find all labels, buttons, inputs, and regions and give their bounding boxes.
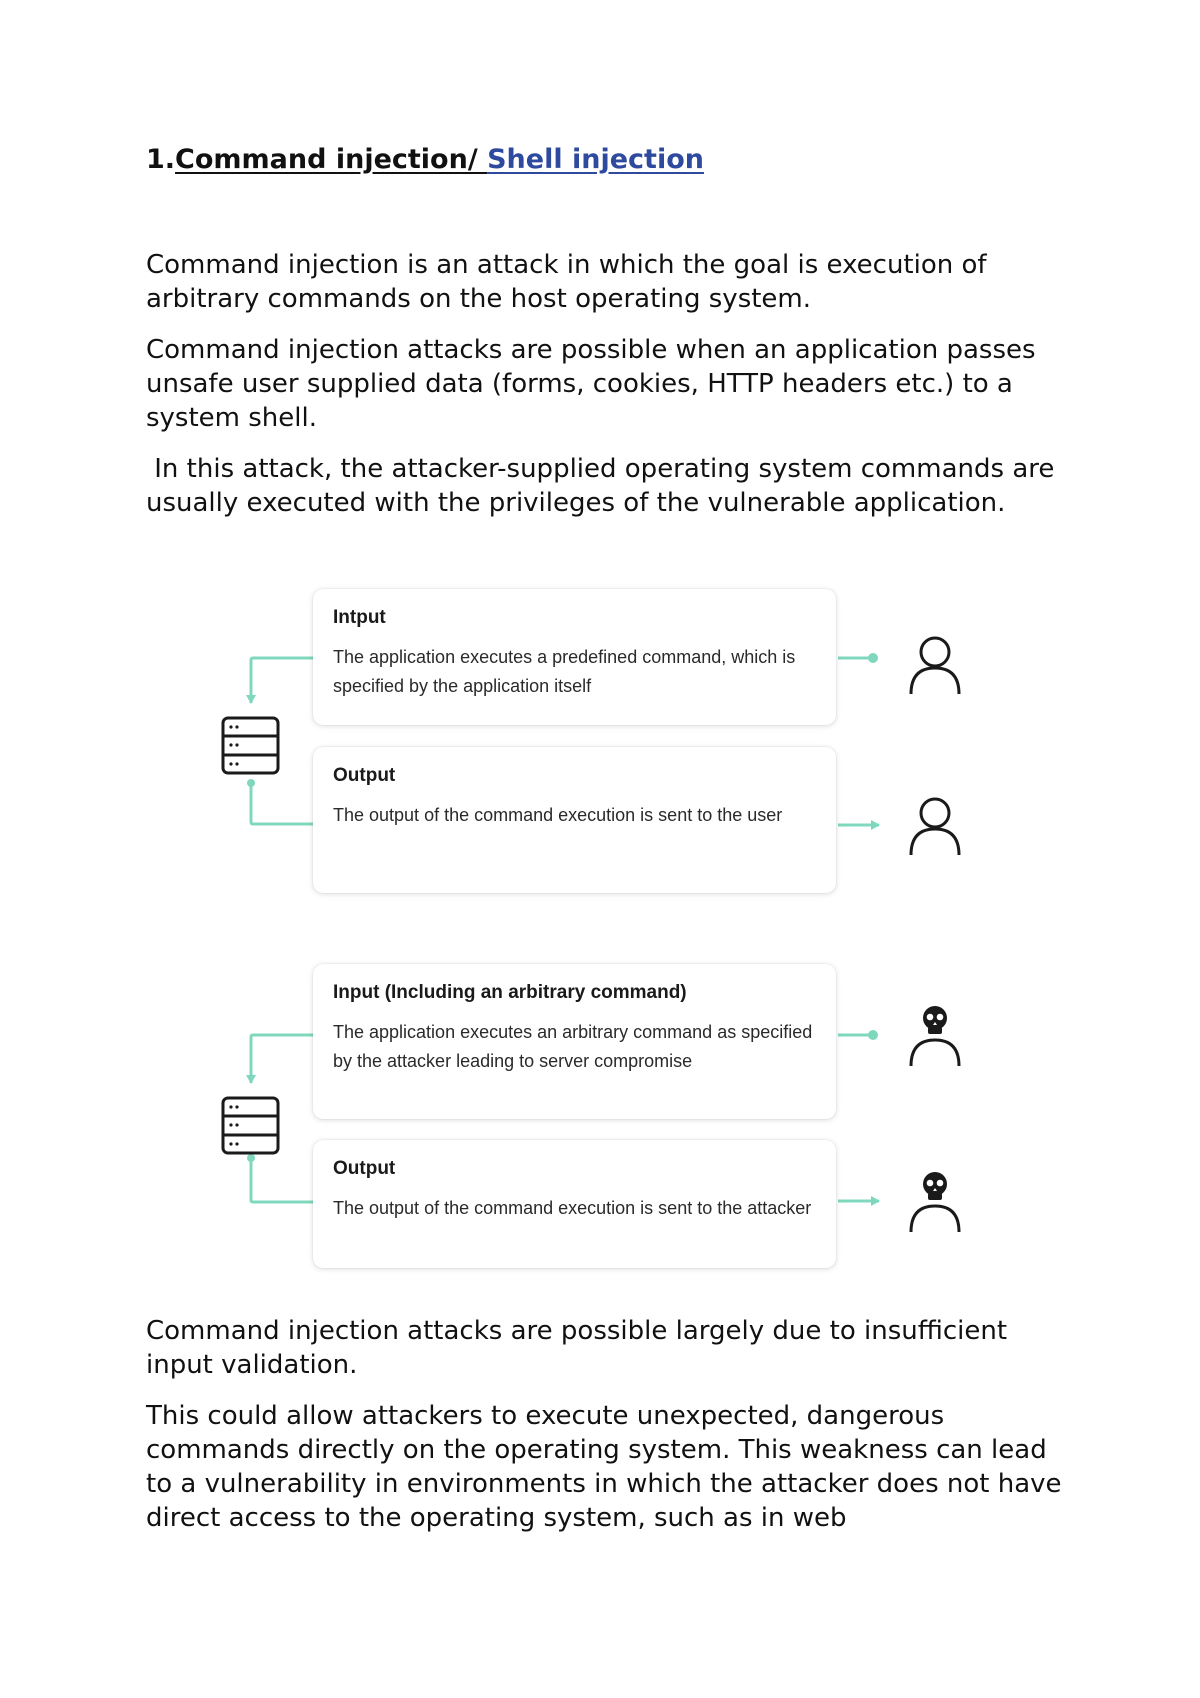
paragraph-privileges: In this attack, the attacker-supplied operating system commands are usually executed with the privileges of the vulnerable application. <box>146 454 1063 518</box>
attack-input-to-attacker-dot <box>868 1030 878 1040</box>
attack-output-connector-dot <box>247 1154 255 1162</box>
input-connector-arrow <box>251 658 313 703</box>
server-icon <box>223 1098 278 1153</box>
output-connector-line <box>251 783 313 824</box>
paragraph-dangerous-commands: This could allow attackers to execute unexpected, dangerous commands directly on the operating system. This weakness can lead to a vulnerability in environments in which the attacker does not have direct access to the operating system, such as in web <box>146 1401 1062 1533</box>
output-card-title: Output <box>333 765 396 786</box>
section-heading <box>146 144 704 175</box>
heading-number: 1. <box>146 144 176 175</box>
user-icon <box>911 799 959 855</box>
attacker-icon <box>911 1172 959 1232</box>
heading-main: Command injection/ <box>175 144 488 175</box>
output-card-text: The output of the command execution is sent to the user <box>333 805 783 825</box>
attack-input-card-title: Input (Including an arbitrary command) <box>333 982 687 1003</box>
attack-output-connector-line <box>251 1158 313 1202</box>
input-card-text: The application executes a predefined command, which is specified by the application itself <box>333 647 796 696</box>
paragraph-input-validation: Command injection attacks are possible largely due to insufficient input validation. <box>146 1316 1008 1380</box>
shell-injection-link[interactable]: Shell injection <box>487 144 704 175</box>
input-to-user-dot <box>868 653 878 663</box>
attacker-icon <box>911 1006 959 1066</box>
output-connector-dot <box>247 779 255 787</box>
paragraph-definition: Command injection is an attack in which the goal is execution of arbitrary commands on the host operating system. <box>146 250 987 314</box>
attack-flow-diagram <box>205 960 965 1280</box>
attack-output-card-text: The output of the command execution is sent to the attacker <box>333 1198 812 1218</box>
normal-flow-diagram <box>205 585 965 905</box>
attack-input-connector-arrow <box>251 1035 313 1083</box>
paragraph-possible-when: Command injection attacks are possible when an application passes unsafe user supplied data (forms, cookies, HTTP headers etc.) to a system shell. <box>146 335 1036 433</box>
attack-output-card-title: Output <box>333 1158 396 1179</box>
input-card-title: Intput <box>333 607 386 628</box>
server-icon <box>223 718 278 773</box>
attack-input-card <box>313 964 836 1119</box>
attack-input-card-text: The application executes an arbitrary command as specified by the attacker leading to server compromise <box>333 1022 813 1071</box>
attack-output-card <box>313 1140 836 1268</box>
input-card <box>313 589 836 725</box>
user-icon <box>911 638 959 694</box>
output-card <box>313 747 836 893</box>
